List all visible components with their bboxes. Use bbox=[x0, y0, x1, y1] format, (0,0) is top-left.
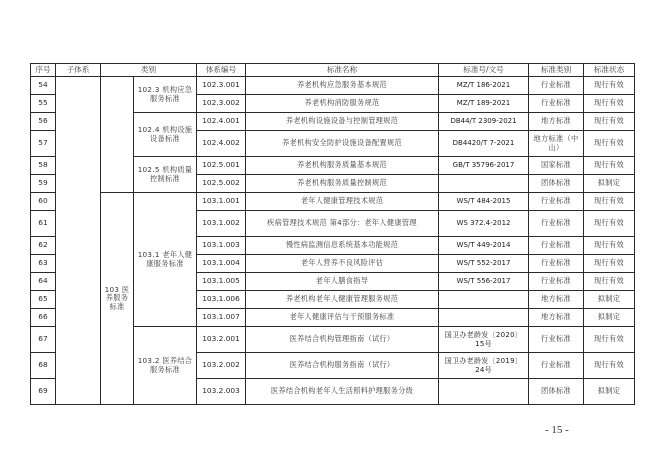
row-code: 103.1.002 bbox=[197, 211, 246, 237]
row-name: 养老机构服务质量基本规范 bbox=[246, 157, 439, 175]
row-no: 55 bbox=[31, 95, 56, 113]
row-std-no: 国卫办老龄发〔2020〕15号 bbox=[439, 327, 529, 353]
row-code: 103.1.003 bbox=[197, 237, 246, 255]
row-std-no: WS/T 556-2017 bbox=[439, 273, 529, 291]
row-status: 现行有效 bbox=[584, 113, 635, 131]
row-no: 64 bbox=[31, 273, 56, 291]
row-no: 61 bbox=[31, 211, 56, 237]
row-code: 102.4.002 bbox=[197, 131, 246, 157]
row-name: 疾病管理技术规范 第4部分：老年人健康管理 bbox=[246, 211, 439, 237]
row-name: 养老机构应急服务基本规范 bbox=[246, 77, 439, 95]
header-status: 标准状态 bbox=[584, 64, 635, 77]
row-code: 103.2.003 bbox=[197, 379, 246, 405]
row-status: 现行有效 bbox=[584, 193, 635, 211]
row-no: 69 bbox=[31, 379, 56, 405]
row-no: 62 bbox=[31, 237, 56, 255]
row-code: 103.1.001 bbox=[197, 193, 246, 211]
row-std-no bbox=[439, 175, 529, 193]
standards-table bbox=[30, 63, 635, 405]
subsystem-cell bbox=[56, 77, 101, 405]
row-name: 慢性病监测信息系统基本功能规范 bbox=[246, 237, 439, 255]
row-type: 地方标准（中山） bbox=[529, 131, 584, 157]
row-name: 医养结合机构管理指南（试行） bbox=[246, 327, 439, 353]
row-status: 现行有效 bbox=[584, 273, 635, 291]
row-status: 拟制定 bbox=[584, 309, 635, 327]
header-std-no: 标准号/文号 bbox=[439, 64, 529, 77]
row-std-no: WS/T 484-2015 bbox=[439, 193, 529, 211]
row-std-no bbox=[439, 379, 529, 405]
row-std-no: WS 372.4-2012 bbox=[439, 211, 529, 237]
row-type: 地方标准 bbox=[529, 309, 584, 327]
row-code: 102.5.001 bbox=[197, 157, 246, 175]
table-row bbox=[31, 193, 635, 211]
row-status: 现行有效 bbox=[584, 255, 635, 273]
row-type: 行业标准 bbox=[529, 193, 584, 211]
row-std-no: 国卫办老龄发〔2019〕24号 bbox=[439, 353, 529, 379]
row-status: 现行有效 bbox=[584, 157, 635, 175]
row-type: 团体标准 bbox=[529, 175, 584, 193]
page-number: - 15 - bbox=[545, 424, 569, 436]
header-no: 序号 bbox=[31, 64, 56, 77]
row-name: 医养结合机构老年人生活照料护理服务分级 bbox=[246, 379, 439, 405]
row-type: 地方标准 bbox=[529, 291, 584, 309]
row-type: 行业标准 bbox=[529, 255, 584, 273]
row-status: 现行有效 bbox=[584, 77, 635, 95]
row-std-no: WS/T 449-2014 bbox=[439, 237, 529, 255]
row-no: 65 bbox=[31, 291, 56, 309]
category-cell-102 bbox=[101, 77, 134, 193]
row-no: 57 bbox=[31, 131, 56, 157]
row-std-no: GB/T 35796-2017 bbox=[439, 157, 529, 175]
row-code: 102.5.002 bbox=[197, 175, 246, 193]
table-row bbox=[31, 77, 635, 95]
header-name: 标准名称 bbox=[246, 64, 439, 77]
row-no: 56 bbox=[31, 113, 56, 131]
row-name: 养老机构设施设备与控制管理规范 bbox=[246, 113, 439, 131]
header-code: 体系编号 bbox=[197, 64, 246, 77]
row-code: 103.2.002 bbox=[197, 353, 246, 379]
row-code: 103.2.001 bbox=[197, 327, 246, 353]
row-type: 行业标准 bbox=[529, 211, 584, 237]
group-103-2: 103.2 医养结合服务标准 bbox=[134, 327, 197, 405]
row-name: 老年人健康管理技术规范 bbox=[246, 193, 439, 211]
row-name: 老年人健康评估与干预服务标准 bbox=[246, 309, 439, 327]
row-std-no: MZ/T 189-2021 bbox=[439, 95, 529, 113]
row-type: 行业标准 bbox=[529, 327, 584, 353]
row-name: 老年人营养不良风险评估 bbox=[246, 255, 439, 273]
row-name: 养老机构消防服务规范 bbox=[246, 95, 439, 113]
row-code: 103.1.007 bbox=[197, 309, 246, 327]
row-code: 103.1.006 bbox=[197, 291, 246, 309]
row-type: 行业标准 bbox=[529, 237, 584, 255]
row-name: 养老机构服务质量控制规范 bbox=[246, 175, 439, 193]
row-std-no: MZ/T 186-2021 bbox=[439, 77, 529, 95]
row-std-no: WS/T 552-2017 bbox=[439, 255, 529, 273]
header-std-type: 标准类别 bbox=[529, 64, 584, 77]
row-code: 103.1.005 bbox=[197, 273, 246, 291]
row-name: 养老机构安全防护设施设备配置规范 bbox=[246, 131, 439, 157]
group-103-1: 103.1 老年人健康服务标准 bbox=[134, 193, 197, 327]
row-name: 老年人膳食指导 bbox=[246, 273, 439, 291]
row-status: 现行有效 bbox=[584, 95, 635, 113]
row-code: 103.1.004 bbox=[197, 255, 246, 273]
row-type: 地方标准 bbox=[529, 113, 584, 131]
row-no: 54 bbox=[31, 77, 56, 95]
row-status: 现行有效 bbox=[584, 131, 635, 157]
row-no: 66 bbox=[31, 309, 56, 327]
group-102-3: 102.3 机构应急服务标准 bbox=[134, 77, 197, 113]
row-type: 行业标准 bbox=[529, 353, 584, 379]
header-subsystem: 子体系 bbox=[56, 64, 101, 77]
row-type: 行业标准 bbox=[529, 273, 584, 291]
group-102-5: 102.5 机构质量控制标准 bbox=[134, 157, 197, 193]
row-std-no bbox=[439, 291, 529, 309]
row-code: 102.3.002 bbox=[197, 95, 246, 113]
row-status: 现行有效 bbox=[584, 211, 635, 237]
row-code: 102.4.001 bbox=[197, 113, 246, 131]
row-no: 63 bbox=[31, 255, 56, 273]
row-code: 102.3.001 bbox=[197, 77, 246, 95]
row-name: 养老机构老年人健康管理服务规范 bbox=[246, 291, 439, 309]
row-type: 国家标准 bbox=[529, 157, 584, 175]
row-status: 拟制定 bbox=[584, 291, 635, 309]
group-102-4: 102.4 机构设施设备标准 bbox=[134, 113, 197, 157]
row-no: 60 bbox=[31, 193, 56, 211]
row-type: 行业标准 bbox=[529, 77, 584, 95]
row-std-no: DB4420/T 7-2021 bbox=[439, 131, 529, 157]
row-status: 现行有效 bbox=[584, 237, 635, 255]
row-status: 现行有效 bbox=[584, 353, 635, 379]
row-no: 59 bbox=[31, 175, 56, 193]
category-103: 103 医养服务标准 bbox=[101, 193, 134, 405]
row-status: 拟制定 bbox=[584, 379, 635, 405]
row-std-no bbox=[439, 309, 529, 327]
row-no: 67 bbox=[31, 327, 56, 353]
row-std-no: DB44/T 2309-2021 bbox=[439, 113, 529, 131]
table-header-row bbox=[31, 64, 635, 77]
row-name: 医养结合机构服务指南（试行） bbox=[246, 353, 439, 379]
row-type: 行业标准 bbox=[529, 95, 584, 113]
row-status: 现行有效 bbox=[584, 327, 635, 353]
row-status: 拟制定 bbox=[584, 175, 635, 193]
row-type: 团体标准 bbox=[529, 379, 584, 405]
row-no: 58 bbox=[31, 157, 56, 175]
header-category: 类别 bbox=[101, 64, 197, 77]
row-no: 68 bbox=[31, 353, 56, 379]
